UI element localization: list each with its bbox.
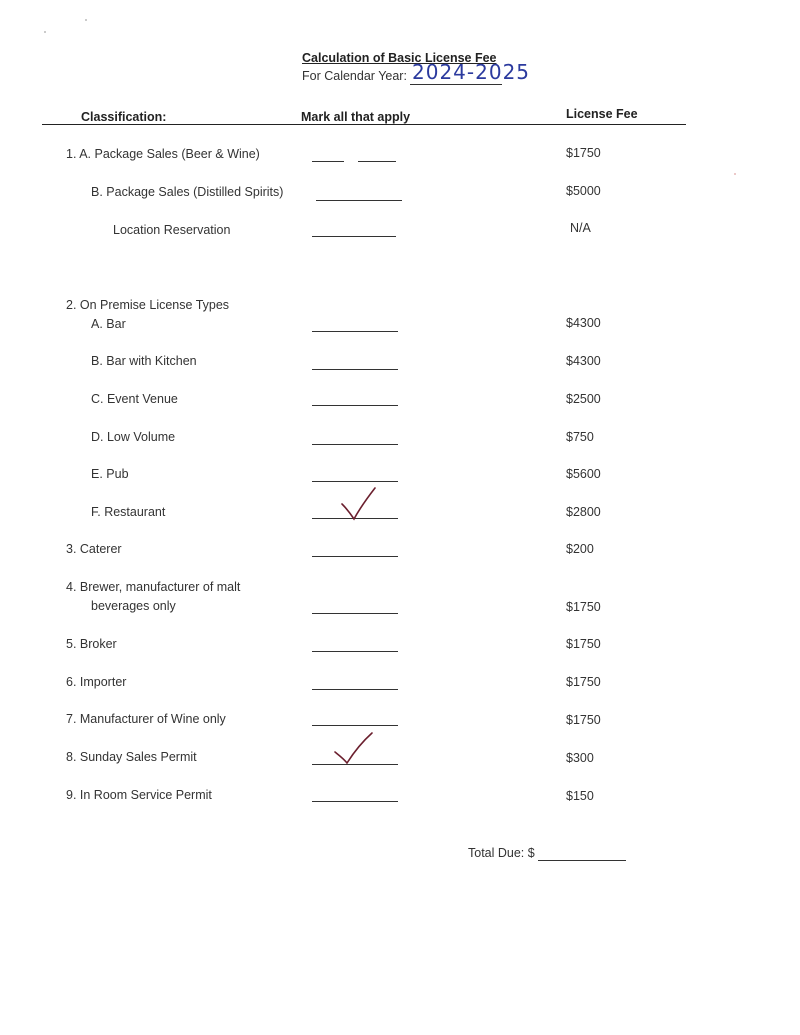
row-bar-with-kitchen-fee: $4300 xyxy=(566,354,601,368)
row-brewer-label-line1: 4. Brewer, manufacturer of malt xyxy=(66,580,241,594)
row-package-sales-distilled-blank[interactable] xyxy=(316,200,402,201)
row-importer-fee: $1750 xyxy=(566,675,601,689)
row-brewer-label-line2: beverages only xyxy=(91,599,176,613)
calendar-year-value: 2024-2025 xyxy=(412,60,531,84)
column-header-mark: Mark all that apply xyxy=(301,110,411,124)
row-bar-blank[interactable] xyxy=(312,331,398,332)
calendar-year-label: For Calendar Year: xyxy=(302,69,407,83)
row-restaurant-fee: $2800 xyxy=(566,505,601,519)
scan-speck xyxy=(734,173,736,175)
total-due-label: Total Due: $ xyxy=(468,846,535,860)
row-bar-label: A. Bar xyxy=(91,317,126,331)
row-in-room-service-blank[interactable] xyxy=(312,801,398,802)
total-due-blank[interactable] xyxy=(538,860,626,861)
row-package-sales-beer-wine-blank-a[interactable] xyxy=(312,161,344,162)
scan-speck xyxy=(44,31,46,33)
row-bar-fee: $4300 xyxy=(566,316,601,330)
calendar-year-line xyxy=(410,84,502,85)
row-manufacturer-wine-blank[interactable] xyxy=(312,725,398,726)
row-package-sales-distilled-fee: $5000 xyxy=(566,184,601,198)
row-broker-label: 5. Broker xyxy=(66,637,117,651)
row-brewer-blank[interactable] xyxy=(312,613,398,614)
restaurant-check-icon xyxy=(338,486,384,524)
row-manufacturer-wine-label: 7. Manufacturer of Wine only xyxy=(66,712,226,726)
row-pub-label: E. Pub xyxy=(91,467,129,481)
row-low-volume-label: D. Low Volume xyxy=(91,430,176,444)
row-in-room-service-label: 9. In Room Service Permit xyxy=(66,788,212,802)
scan-speck xyxy=(85,19,87,21)
header-rule xyxy=(42,124,686,125)
row-low-volume-fee: $750 xyxy=(566,430,594,444)
form-title: Calculation of Basic License Fee xyxy=(302,51,497,65)
row-importer-blank[interactable] xyxy=(312,689,398,690)
column-header-fee: License Fee xyxy=(566,107,638,121)
row-package-sales-beer-wine-blank-b[interactable] xyxy=(358,161,396,162)
column-header-classification: Classification: xyxy=(81,110,167,124)
row-in-room-service-fee: $150 xyxy=(566,789,594,803)
row-importer-label: 6. Importer xyxy=(66,675,127,689)
row-brewer-fee: $1750 xyxy=(566,600,601,614)
row-package-sales-beer-wine-fee: $1750 xyxy=(566,146,601,160)
row-bar-with-kitchen-blank[interactable] xyxy=(312,369,398,370)
row-on-premise-heading: 2. On Premise License Types xyxy=(66,298,230,312)
row-manufacturer-wine-fee: $1750 xyxy=(566,713,601,727)
row-caterer-label: 3. Caterer xyxy=(66,542,122,556)
row-pub-fee: $5600 xyxy=(566,467,601,481)
row-broker-blank[interactable] xyxy=(312,651,398,652)
row-low-volume-blank[interactable] xyxy=(312,444,398,445)
row-sunday-sales-fee: $300 xyxy=(566,751,594,765)
row-event-venue-label: C. Event Venue xyxy=(91,392,178,406)
row-broker-fee: $1750 xyxy=(566,637,601,651)
row-event-venue-blank[interactable] xyxy=(312,405,398,406)
sunday-sales-check-icon xyxy=(332,730,378,768)
row-bar-with-kitchen-label: B. Bar with Kitchen xyxy=(91,354,197,368)
row-location-reservation-fee: N/A xyxy=(570,221,591,235)
row-location-reservation-label: Location Reservation xyxy=(113,223,231,237)
row-restaurant-label: F. Restaurant xyxy=(91,505,166,519)
row-pub-blank[interactable] xyxy=(312,481,398,482)
row-caterer-fee: $200 xyxy=(566,542,594,556)
row-caterer-blank[interactable] xyxy=(312,556,398,557)
row-location-reservation-blank[interactable] xyxy=(312,236,396,237)
row-sunday-sales-label: 8. Sunday Sales Permit xyxy=(66,750,197,764)
row-package-sales-distilled-label: B. Package Sales (Distilled Spirits) xyxy=(91,185,284,199)
row-event-venue-fee: $2500 xyxy=(566,392,601,406)
row-package-sales-beer-wine-label: 1. A. Package Sales (Beer & Wine) xyxy=(66,147,260,161)
